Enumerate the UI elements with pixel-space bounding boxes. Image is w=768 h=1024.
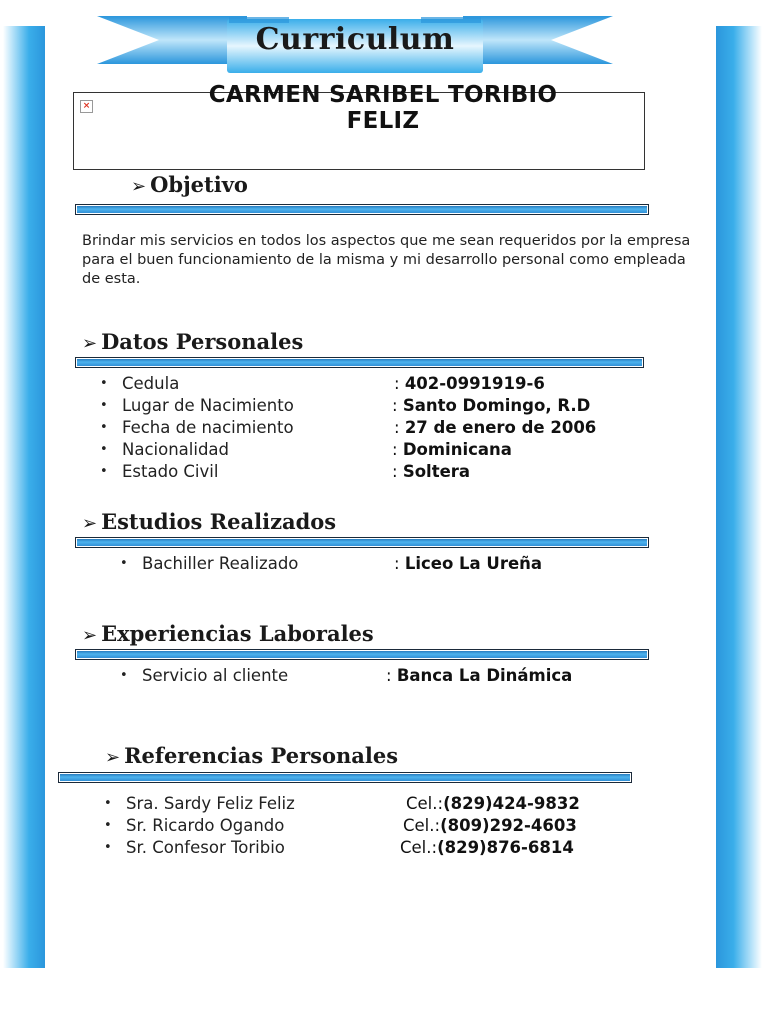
section-divider	[75, 357, 644, 368]
arrow-icon: ➢	[131, 176, 147, 197]
list-item	[120, 553, 660, 575]
item-label: Lugar de Nacimiento	[122, 396, 294, 415]
heading-text: Referencias Personales	[124, 743, 399, 768]
arrow-icon: ➢	[82, 625, 98, 646]
item-label: Bachiller Realizado	[142, 554, 299, 573]
list-item	[100, 439, 660, 461]
right-decorative-bar	[716, 26, 762, 968]
item-label: Cedula	[122, 374, 180, 393]
bullet-icon: •	[100, 398, 108, 413]
section-divider	[75, 537, 649, 548]
item-label: Servicio al cliente	[142, 666, 289, 685]
bullet-icon: •	[100, 442, 108, 457]
item-value: : Santo Domingo, R.D	[392, 396, 591, 415]
section-divider	[75, 204, 649, 215]
heading-text: Datos Personales	[101, 329, 304, 354]
bullet-icon: •	[120, 668, 128, 683]
broken-image-icon: ×	[80, 100, 93, 113]
left-decorative-bar	[3, 26, 45, 968]
heading-experiencias-laborales	[82, 621, 374, 646]
page-title: Curriculum	[255, 22, 455, 57]
heading-text: Objetivo	[150, 172, 248, 197]
arrow-icon: ➢	[82, 513, 98, 534]
full-name: CARMEN SARIBEL TORIBIO FELIZ	[208, 82, 558, 134]
bullet-icon: •	[120, 556, 128, 571]
item-value: : Dominicana	[392, 440, 512, 459]
objective-text: Brindar mis servicios en todos los aspectos que me sean requeridos por la empresa para el buen funcionamiento de la misma y mi desarrollo personal como empleada de esta.	[82, 233, 691, 287]
section-divider	[58, 772, 632, 783]
studies-list	[120, 553, 660, 575]
title-banner	[97, 14, 613, 78]
references-list	[104, 793, 664, 859]
item-label: Sra. Sardy Feliz Feliz	[126, 794, 295, 813]
list-item	[100, 395, 660, 417]
item-label: Fecha de nacimiento	[122, 418, 294, 437]
bullet-icon: •	[104, 796, 112, 811]
list-item	[104, 837, 664, 859]
item-value: : 402-0991919-6	[394, 374, 545, 393]
heading-text: Estudios Realizados	[101, 509, 337, 534]
bullet-icon: •	[104, 840, 112, 855]
item-label: Sr. Ricardo Ogando	[126, 816, 285, 835]
heading-datos-personales	[82, 329, 303, 354]
item-value: Cel.:(809)292-4603	[403, 816, 577, 835]
arrow-icon: ➢	[105, 747, 121, 768]
experience-list	[120, 665, 660, 687]
list-item	[104, 815, 664, 837]
heading-text: Experiencias Laborales	[101, 621, 374, 646]
item-label: Estado Civil	[122, 462, 219, 481]
section-divider	[75, 649, 649, 660]
arrow-icon: ➢	[82, 333, 98, 354]
personal-data-list	[100, 373, 660, 483]
item-label: Sr. Confesor Toribio	[126, 838, 285, 857]
heading-estudios-realizados	[82, 509, 336, 534]
list-item	[100, 373, 660, 395]
list-item	[100, 417, 660, 439]
list-item	[104, 793, 664, 815]
heading-objetivo	[131, 172, 248, 197]
item-value: : Liceo La Ureña	[394, 554, 543, 573]
list-item	[100, 461, 660, 483]
heading-referencias-personales	[105, 743, 398, 768]
bullet-icon: •	[100, 420, 108, 435]
item-value: : 27 de enero de 2006	[394, 418, 597, 437]
bullet-icon: •	[100, 464, 108, 479]
item-value: : Banca La Dinámica	[386, 666, 573, 685]
item-value: : Soltera	[392, 462, 471, 481]
list-item	[120, 665, 660, 687]
bullet-icon: •	[104, 818, 112, 833]
item-value: Cel.:(829)424-9832	[406, 794, 580, 813]
item-label: Nacionalidad	[122, 440, 230, 459]
item-value: Cel.:(829)876-6814	[400, 838, 574, 857]
bullet-icon: •	[100, 376, 108, 391]
